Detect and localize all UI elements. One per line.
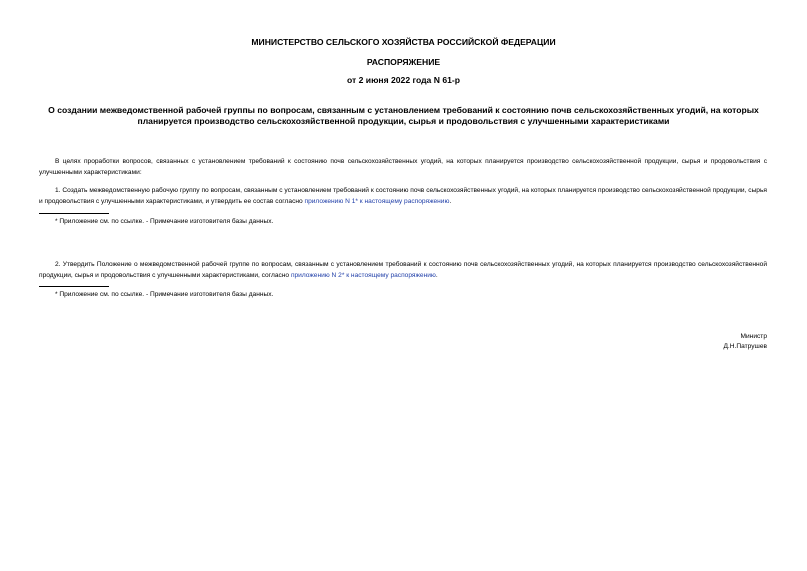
- item-2-paragraph: [39, 259, 767, 281]
- item-2-end: .: [435, 272, 438, 279]
- item-1-text: 1. Создать межведомственную рабочую группу по вопросам, связанным с установлением требований к состоянию почв сельскохозяйственных угодий, на которых планируется производство сельскохозяйственной продукции, сырья и продовольствия с улучшенными характеристиками, и утвердить ее состав согласно: [39, 187, 767, 205]
- order-date: от 2 июня 2022 года N 61-р: [346, 75, 460, 85]
- appendix-2-link[interactable]: приложению N 2* к настоящему распоряжению: [290, 272, 436, 279]
- footnote-divider: [39, 213, 109, 214]
- item-2-text: 2. Утвердить Положение о межведомственной рабочей группе по вопросам, связанным с установлением требований к состоянию почв сельскохозяйственных угодий, на которых планируется производство сельскохозяйственной продукции, сырья и продовольствия с улучшенными характеристиками, согласно: [39, 261, 767, 279]
- footnote-divider: [39, 286, 109, 287]
- signatory-name: Д.Н.Патрушев: [723, 343, 767, 350]
- order-type-heading: РАСПОРЯЖЕНИЕ: [366, 57, 441, 67]
- signatory-position: Министр: [740, 333, 767, 340]
- footnote-1: * Приложение см. по ссылке. - Примечание изготовителя базы данных.: [55, 218, 274, 225]
- intro-paragraph: В целях проработки вопросов, связанных с установлением требований к состоянию почв сельскохозяйственных угодий, на которых планируется производство сельскохозяйственной продукции, сырья и продовольствия с улучшенными характеристиками:: [39, 158, 767, 176]
- ministry-heading: МИНИСТЕРСТВО СЕЛЬСКОГО ХОЗЯЙСТВА РОССИЙСКОЙ ФЕДЕРАЦИИ: [251, 37, 556, 47]
- footnote-2: * Приложение см. по ссылке. - Примечание изготовителя базы данных.: [55, 291, 274, 298]
- item-1-paragraph: [39, 185, 767, 207]
- appendix-1-link[interactable]: приложению N 1* к настоящему распоряжению: [304, 198, 450, 205]
- item-1-end: .: [449, 198, 452, 205]
- document-title: О создании межведомственной рабочей группы по вопросам, связанным с установлением требований к состоянию почв сельскохозяйственных угодий, на которых планируется производство сельскохозяйственной продукции, сырья и продовольствия с улучшенными характеристиками: [48, 105, 759, 126]
